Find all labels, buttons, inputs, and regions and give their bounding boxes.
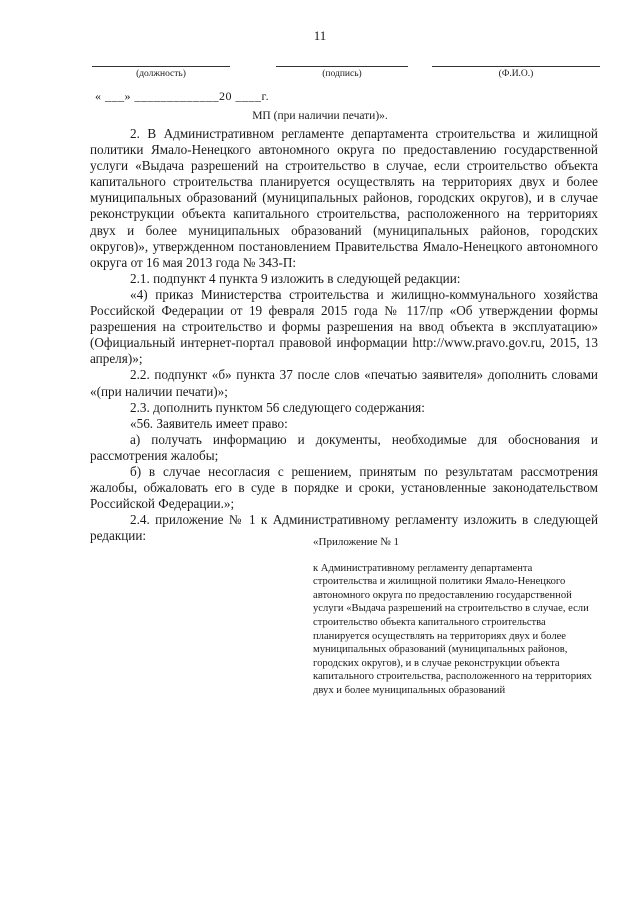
paragraph-2-1: 2.1. подпункт 4 пункта 9 изложить в следующей редакции: [130, 270, 461, 286]
paragraph-2-2: 2.2. подпункт «б» пункта 37 после слов «печатью заявителя» дополнить словами «(при наличии печати)»; [90, 367, 598, 399]
name-label: (Ф.И.О.) [498, 69, 534, 79]
signature-label: (подпись) [322, 69, 362, 79]
appendix-header [313, 536, 598, 698]
stamp-note: МП (при наличии печати)». [252, 110, 388, 122]
appendix-text: к Административному регламенту департамента строительства и жилищной политики Ямало-Ненецкого автономного округа по предоставлению государственной услуги «Выдача разрешений на строительство в случае, если строительство объекта капитального строительства планируется осуществлять на территориях двух и более муниципальных образований (муниципальных районов, городских округов), и в случае реконструкции объекта капитального строительства, расположенного на территориях двух и более муниципальных образований [313, 562, 592, 696]
paragraph-2-4: 2.4. приложение № 1 к Административному регламенту изложить в следующей редакции: [90, 512, 598, 544]
paragraph-2: 2. В Административном регламенте департамента строительства и жилищной политики Ямало-Ненецкого автономного округа по предоставлению государственной услуги «Выдача разрешений на строительство в случае, если строительство объекта капитального строительства планируется осуществлять на территориях двух и более муниципальных образований (муниципальных районов, городских округов), и в случае реконструкции объекта капитального строительства, расположенного на территориях двух и более муниципальных образований (муниципальных районов, городских округов)», утвержденном постановлением Правительства Ямало-Ненецкого автономного округа от 16 мая 2013 года № 343-П: [90, 126, 598, 270]
paragraph-56-b: б) в случае несогласия с решением, принятым по результатам рассмотрения жалобы, обжаловать его в суде в порядке и сроки, установленные законодательством Российской Федерации.»; [90, 463, 598, 512]
paragraph-2-3: 2.3. дополнить пунктом 56 следующего содержания: [130, 399, 425, 415]
name-line [432, 66, 600, 67]
signature-line [276, 66, 408, 67]
document-body [90, 126, 598, 544]
paragraph-56: «56. Заявитель имеет право: [130, 415, 288, 431]
paragraph-2-1-text: «4) приказ Министерства строительства и жилищно-коммунального хозяйства Российской Федерации от 19 февраля 2015 года № 117/пр «Об утверждении формы разрешения на строительство и формы разрешения на ввод объекта в эксплуатацию» (Официальный интернет-портал правовой информации http://www.pravo.gov.ru, 2015, 13 апреля)»; [90, 286, 598, 367]
page-number: 11 [313, 28, 327, 43]
paragraph-56-a: а) получать информацию и документы, необходимые для обоснования и рассмотрения жалобы; [90, 431, 598, 463]
date-line: « ___» _____________20 ____г. [95, 89, 270, 103]
appendix-title: «Приложение № 1 [313, 536, 400, 548]
position-label: (должность) [136, 69, 186, 79]
position-line [92, 66, 230, 67]
